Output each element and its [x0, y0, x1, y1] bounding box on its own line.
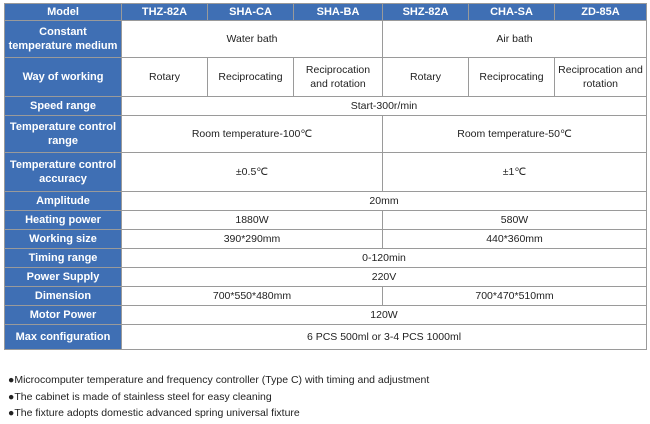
- row-dimension: [5, 287, 647, 306]
- cell-motor-power: 120W: [122, 306, 647, 325]
- cell-water-bath: Water bath: [122, 21, 383, 58]
- row-label: Working size: [5, 230, 122, 249]
- header-model-5: CHA-SA: [469, 4, 555, 21]
- cell-max-configuration: 6 PCS 500ml or 3-4 PCS 1000ml: [122, 325, 647, 350]
- row-label: Dimension: [5, 287, 122, 306]
- header-model-6: ZD-85A: [555, 4, 647, 21]
- spec-table: [4, 3, 647, 350]
- cell-power-supply: 220V: [122, 268, 647, 287]
- row-amplitude: [5, 192, 647, 211]
- row-label: Motor Power: [5, 306, 122, 325]
- note-item: ●The fixture adopts domestic advanced spring universal fixture: [8, 407, 300, 419]
- cell-air-bath: Air bath: [383, 21, 647, 58]
- cell-working-size-right: 440*360mm: [383, 230, 647, 249]
- row-way-of-working: [5, 58, 647, 97]
- cell-working-2: Reciprocating: [208, 58, 294, 97]
- cell-dimension-left: 700*550*480mm: [122, 287, 383, 306]
- row-label: Timing range: [5, 249, 122, 268]
- row-label: Heating power: [5, 211, 122, 230]
- cell-temp-accuracy-right: ±1℃: [383, 153, 647, 192]
- cell-working-size-left: 390*290mm: [122, 230, 383, 249]
- cell-working-6: Reciprocation and rotation: [555, 58, 647, 97]
- cell-amplitude: 20mm: [122, 192, 647, 211]
- cell-working-5: Reciprocating: [469, 58, 555, 97]
- row-working-size: [5, 230, 647, 249]
- cell-temp-accuracy-left: ±0.5℃: [122, 153, 383, 192]
- note-item: ●The cabinet is made of stainless steel for easy cleaning: [8, 390, 272, 403]
- cell-temp-range-right: Room temperature-50℃: [383, 116, 647, 153]
- header-row: [5, 4, 647, 21]
- note-item: ●Microcomputer temperature and frequency controller (Type C) with timing and adjustment: [8, 374, 430, 386]
- cell-working-3: Reciprocation and rotation: [294, 58, 383, 97]
- row-label: Max configuration: [5, 325, 122, 350]
- cell-working-1: Rotary: [122, 58, 208, 97]
- row-power-supply: [5, 268, 647, 287]
- header-model-3: SHA-BA: [294, 4, 383, 21]
- row-medium: [5, 21, 647, 58]
- header-model-2: SHA-CA: [208, 4, 294, 21]
- row-heating-power: [5, 211, 647, 230]
- row-temp-range: [5, 116, 647, 153]
- header-model: Model: [5, 4, 122, 21]
- cell-working-4: Rotary: [383, 58, 469, 97]
- cell-heating-left: 1880W: [122, 211, 383, 230]
- cell-heating-right: 580W: [383, 211, 647, 230]
- row-temp-accuracy: [5, 153, 647, 192]
- row-label: Amplitude: [5, 192, 122, 211]
- row-label: Temperature control accuracy: [5, 153, 122, 192]
- row-max-configuration: [5, 325, 647, 350]
- header-model-1: THZ-82A: [122, 4, 208, 21]
- row-speed-range: [5, 97, 647, 116]
- cell-dimension-right: 700*470*510mm: [383, 287, 647, 306]
- row-label: Power Supply: [5, 268, 122, 287]
- row-motor-power: [5, 306, 647, 325]
- row-label: Way of working: [5, 58, 122, 97]
- row-timing-range: [5, 249, 647, 268]
- cell-timing-range: 0-120min: [122, 249, 647, 268]
- feature-notes: [8, 372, 644, 422]
- header-model-4: SHZ-82A: [383, 4, 469, 21]
- row-label: Constant temperature medium: [5, 21, 122, 58]
- cell-temp-range-left: Room temperature-100℃: [122, 116, 383, 153]
- cell-speed-range: Start-300r/min: [122, 97, 647, 116]
- row-label: Temperature control range: [5, 116, 122, 153]
- row-label: Speed range: [5, 97, 122, 116]
